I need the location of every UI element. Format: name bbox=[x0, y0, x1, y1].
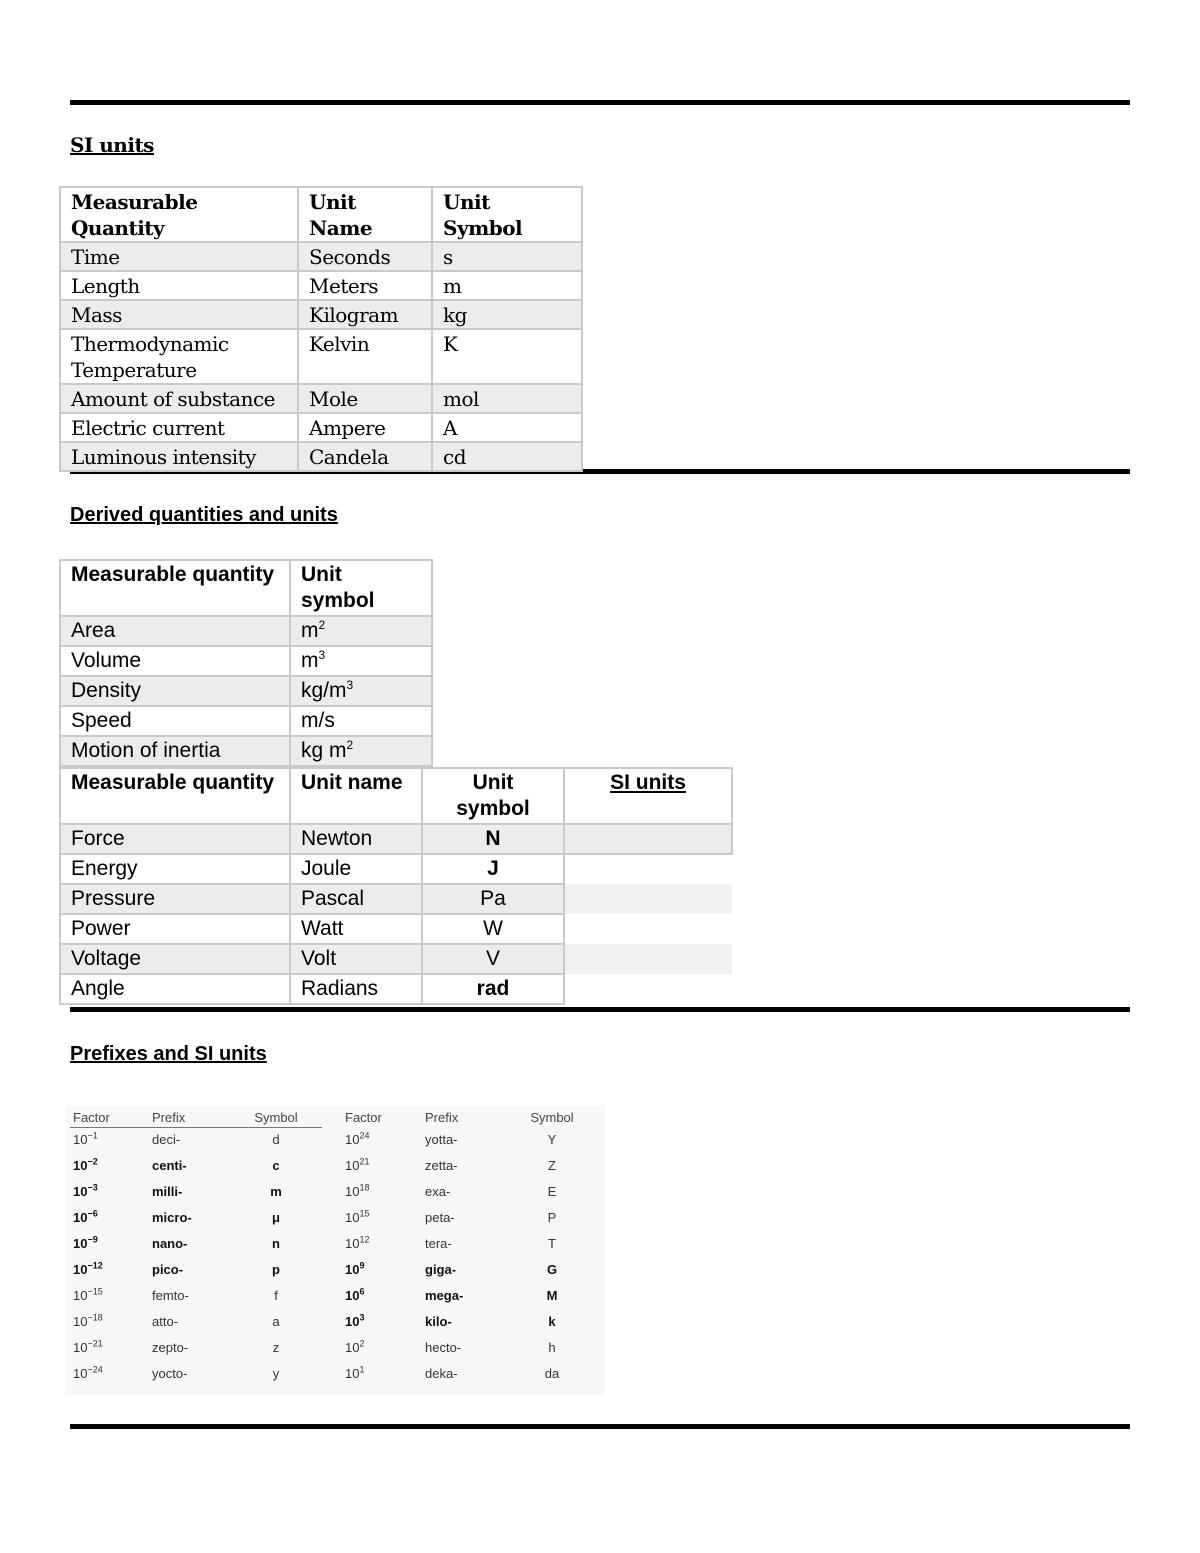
column-header: Factor bbox=[345, 1110, 382, 1125]
prefix-symbol: y bbox=[272, 1366, 280, 1381]
table-cell: Newton bbox=[290, 824, 422, 854]
table-cell: Time bbox=[60, 242, 298, 271]
prefix-symbol: c bbox=[272, 1158, 280, 1173]
factor-value bbox=[345, 1283, 382, 1309]
table-cell bbox=[290, 616, 432, 646]
table-cell: Ampere bbox=[298, 413, 432, 442]
factor-exponent: 18 bbox=[359, 1182, 370, 1193]
prefix-name: zepto- bbox=[152, 1340, 189, 1355]
table-row bbox=[60, 974, 732, 1004]
factor-value bbox=[345, 1257, 382, 1283]
table-cell: Mole bbox=[298, 384, 432, 413]
factor-exponent: 6 bbox=[359, 1286, 365, 1297]
factor-exponent: −24 bbox=[87, 1364, 103, 1375]
prefix-symbol: m bbox=[270, 1184, 282, 1199]
table-row bbox=[60, 914, 732, 944]
right-factor-column bbox=[345, 1105, 382, 1387]
unit-exponent: 3 bbox=[318, 648, 326, 662]
table-cell: Area bbox=[60, 616, 290, 646]
table-cell: Luminous intensity bbox=[60, 442, 298, 471]
table-row bbox=[60, 944, 732, 974]
table-cell: Pascal bbox=[290, 884, 422, 914]
table-cell: Pa bbox=[422, 884, 564, 914]
table-row bbox=[60, 824, 732, 854]
factor-exponent: 9 bbox=[359, 1260, 365, 1271]
table-row bbox=[60, 300, 582, 329]
table-row bbox=[60, 384, 582, 413]
prefix-symbol: μ bbox=[272, 1210, 280, 1225]
table-cell: Speed bbox=[60, 706, 290, 736]
table-header-row bbox=[60, 768, 732, 824]
prefix-symbol: a bbox=[272, 1314, 280, 1329]
prefix-name: pico- bbox=[152, 1262, 184, 1277]
table-cell: Kilogram bbox=[298, 300, 432, 329]
table-cell: Watt bbox=[290, 914, 422, 944]
top-rule bbox=[70, 100, 1130, 105]
prefix-name: atto- bbox=[152, 1314, 179, 1329]
unit-base: kg m bbox=[301, 739, 347, 762]
factor-value bbox=[73, 1205, 110, 1231]
prefix-name: femto- bbox=[152, 1288, 189, 1303]
factor-value bbox=[345, 1127, 382, 1153]
table-cell: Radians bbox=[290, 974, 422, 1004]
table-cell: Power bbox=[60, 914, 290, 944]
factor-value bbox=[73, 1257, 110, 1283]
table-cell: Volt bbox=[290, 944, 422, 974]
prefix-name: hecto- bbox=[425, 1340, 462, 1355]
table-cell: J bbox=[422, 854, 564, 884]
column-header: Prefix bbox=[152, 1110, 186, 1125]
factor-value bbox=[73, 1335, 110, 1361]
table-header-row bbox=[60, 187, 582, 242]
column-header: Unit symbol bbox=[422, 768, 564, 824]
table-cell: mol bbox=[432, 384, 582, 413]
unit-exponent: 3 bbox=[346, 678, 354, 692]
factor-exponent: −6 bbox=[87, 1208, 98, 1219]
factor-value bbox=[345, 1231, 382, 1257]
si-units-heading: SI units bbox=[70, 133, 154, 157]
table-row bbox=[60, 884, 732, 914]
prefix-name: kilo- bbox=[425, 1314, 452, 1329]
si-units-cell bbox=[564, 944, 732, 974]
derived-heading: Derived quantities and units bbox=[70, 504, 338, 526]
prefix-name: zetta- bbox=[425, 1158, 458, 1173]
table-cell: Density bbox=[60, 676, 290, 706]
prefix-symbol: d bbox=[272, 1132, 280, 1147]
factor-base: 10 bbox=[345, 1262, 360, 1277]
factor-value bbox=[345, 1309, 382, 1335]
prefix-symbol: P bbox=[547, 1210, 557, 1225]
left-symbol-column bbox=[253, 1105, 299, 1387]
table-cell bbox=[290, 706, 432, 736]
prefix-name: peta- bbox=[425, 1210, 455, 1225]
factor-exponent: −12 bbox=[87, 1260, 103, 1271]
factor-base: 10 bbox=[73, 1236, 88, 1251]
left-factor-column bbox=[73, 1105, 110, 1387]
table-row bbox=[60, 646, 432, 676]
table-cell: Angle bbox=[60, 974, 290, 1004]
prefix-symbol: Z bbox=[548, 1158, 556, 1173]
factor-exponent: −3 bbox=[87, 1182, 98, 1193]
table-cell: W bbox=[422, 914, 564, 944]
factor-exponent: −15 bbox=[87, 1286, 103, 1297]
prefix-symbol: E bbox=[547, 1184, 557, 1199]
table-row bbox=[60, 271, 582, 300]
factor-value bbox=[73, 1127, 110, 1153]
unit-base: m bbox=[301, 649, 319, 672]
prefix-name: nano- bbox=[152, 1236, 188, 1251]
table-cell: A bbox=[432, 413, 582, 442]
prefix-symbol: f bbox=[274, 1288, 278, 1303]
column-header: Symbol bbox=[530, 1110, 574, 1125]
factor-base: 10 bbox=[73, 1366, 88, 1381]
prefix-table-image bbox=[65, 1105, 605, 1395]
prefix-name: exa- bbox=[425, 1184, 451, 1199]
factor-exponent: −9 bbox=[87, 1234, 98, 1245]
si-units-cell bbox=[564, 824, 732, 854]
factor-exponent: 24 bbox=[359, 1130, 370, 1141]
column-header: Unit name bbox=[290, 768, 422, 824]
prefix-name: deka- bbox=[425, 1366, 458, 1381]
left-prefix-column bbox=[152, 1105, 192, 1387]
factor-exponent: 12 bbox=[359, 1234, 370, 1245]
table-cell bbox=[290, 736, 432, 766]
factor-base: 10 bbox=[345, 1314, 360, 1329]
prefix-symbol: k bbox=[548, 1314, 556, 1329]
table-cell: Mass bbox=[60, 300, 298, 329]
si-units-cell bbox=[564, 974, 732, 1004]
factor-exponent: 15 bbox=[359, 1208, 370, 1219]
table-cell: Energy bbox=[60, 854, 290, 884]
right-prefix-column bbox=[425, 1105, 463, 1387]
bottom-rule bbox=[70, 1424, 1130, 1429]
factor-base: 10 bbox=[73, 1340, 88, 1355]
factor-base: 10 bbox=[73, 1262, 88, 1277]
prefix-symbol: da bbox=[544, 1366, 560, 1381]
factor-value bbox=[73, 1153, 110, 1179]
table-cell: m bbox=[432, 271, 582, 300]
prefix-symbol: z bbox=[272, 1340, 280, 1355]
factor-value bbox=[73, 1179, 110, 1205]
column-header: Factor bbox=[73, 1110, 110, 1125]
prefix-symbol: n bbox=[272, 1236, 280, 1251]
factor-exponent: −1 bbox=[87, 1130, 98, 1141]
table-cell: rad bbox=[422, 974, 564, 1004]
prefix-symbol: G bbox=[546, 1262, 558, 1277]
table-cell bbox=[290, 646, 432, 676]
table-cell: Voltage bbox=[60, 944, 290, 974]
prefix-name: yotta- bbox=[425, 1132, 458, 1147]
factor-base: 10 bbox=[73, 1210, 88, 1225]
table-cell: Electric current bbox=[60, 413, 298, 442]
named-units-table bbox=[59, 767, 733, 1005]
factor-base: 10 bbox=[73, 1184, 88, 1199]
factor-base: 10 bbox=[345, 1184, 360, 1199]
table-cell: Amount of substance bbox=[60, 384, 298, 413]
column-header: Measurable quantity bbox=[60, 768, 290, 824]
table-cell bbox=[290, 676, 432, 706]
factor-exponent: 1 bbox=[359, 1364, 365, 1375]
factor-exponent: 3 bbox=[359, 1312, 365, 1323]
table-cell: Kelvin bbox=[298, 329, 432, 384]
factor-exponent: 2 bbox=[359, 1338, 365, 1349]
column-header: Unit Symbol bbox=[432, 187, 582, 242]
si-units-table bbox=[59, 186, 583, 472]
unit-base: m bbox=[301, 619, 319, 642]
column-header: Prefix bbox=[425, 1110, 459, 1125]
prefixes-heading: Prefixes and SI units bbox=[70, 1043, 267, 1065]
factor-value bbox=[345, 1361, 382, 1387]
prefix-symbol: Y bbox=[547, 1132, 557, 1147]
factor-base: 10 bbox=[73, 1314, 88, 1329]
unit-base: kg/m bbox=[301, 679, 347, 702]
factor-exponent: −18 bbox=[87, 1312, 103, 1323]
column-header: Unit symbol bbox=[290, 560, 432, 616]
column-header: Measurable quantity bbox=[60, 560, 290, 616]
prefix-symbol: T bbox=[548, 1236, 556, 1251]
table-cell: K bbox=[432, 329, 582, 384]
factor-base: 10 bbox=[73, 1132, 88, 1147]
divider-rule-2 bbox=[70, 1007, 1130, 1012]
table-cell: Length bbox=[60, 271, 298, 300]
si-units-cell bbox=[564, 884, 732, 914]
unit-exponent: 2 bbox=[318, 618, 326, 632]
table-row bbox=[60, 413, 582, 442]
prefix-symbol: p bbox=[272, 1262, 280, 1277]
table-cell: V bbox=[422, 944, 564, 974]
factor-value bbox=[73, 1231, 110, 1257]
factor-value bbox=[345, 1153, 382, 1179]
si-units-cell bbox=[564, 854, 732, 884]
table-cell: s bbox=[432, 242, 582, 271]
prefix-name: tera- bbox=[425, 1236, 452, 1251]
prefix-symbol: h bbox=[548, 1340, 556, 1355]
table-row bbox=[60, 242, 582, 271]
unit-base: m/s bbox=[301, 709, 335, 732]
table-row bbox=[60, 676, 432, 706]
factor-exponent: −2 bbox=[87, 1156, 98, 1167]
table-row bbox=[60, 616, 432, 646]
table-row bbox=[60, 854, 732, 884]
derived-units-table bbox=[59, 559, 433, 767]
factor-value bbox=[73, 1309, 110, 1335]
factor-base: 10 bbox=[345, 1158, 360, 1173]
right-symbol-column bbox=[527, 1105, 577, 1387]
unit-exponent: 2 bbox=[346, 738, 354, 752]
factor-base: 10 bbox=[73, 1288, 88, 1303]
prefix-name: milli- bbox=[152, 1184, 183, 1199]
factor-base: 10 bbox=[345, 1132, 360, 1147]
factor-value bbox=[345, 1335, 382, 1361]
factor-base: 10 bbox=[345, 1210, 360, 1225]
factor-value bbox=[73, 1361, 110, 1387]
table-cell: cd bbox=[432, 442, 582, 471]
si-units-cell bbox=[564, 914, 732, 944]
prefix-name: mega- bbox=[425, 1288, 464, 1303]
table-cell: Thermodynamic Temperature bbox=[60, 329, 298, 384]
factor-exponent: 21 bbox=[359, 1156, 370, 1167]
table-row bbox=[60, 706, 432, 736]
column-header: Symbol bbox=[254, 1110, 298, 1125]
factor-base: 10 bbox=[345, 1340, 360, 1355]
table-header-row bbox=[60, 560, 432, 616]
factor-base: 10 bbox=[73, 1158, 88, 1173]
table-cell: Volume bbox=[60, 646, 290, 676]
table-row bbox=[60, 442, 582, 471]
table-row bbox=[60, 736, 432, 766]
prefix-name: deci- bbox=[152, 1132, 181, 1147]
column-header: Unit Name bbox=[298, 187, 432, 242]
factor-base: 10 bbox=[345, 1288, 360, 1303]
table-cell: Joule bbox=[290, 854, 422, 884]
factor-value bbox=[345, 1179, 382, 1205]
factor-value bbox=[345, 1205, 382, 1231]
table-cell: N bbox=[422, 824, 564, 854]
table-cell: kg bbox=[432, 300, 582, 329]
table-cell: Motion of inertia bbox=[60, 736, 290, 766]
si-units-column-header: SI units bbox=[564, 768, 732, 824]
prefix-name: micro- bbox=[152, 1210, 192, 1225]
factor-base: 10 bbox=[345, 1366, 360, 1381]
table-cell: Pressure bbox=[60, 884, 290, 914]
factor-value bbox=[73, 1283, 110, 1309]
table-cell: Candela bbox=[298, 442, 432, 471]
factor-exponent: −21 bbox=[87, 1338, 103, 1349]
table-row bbox=[60, 329, 582, 384]
column-header: Measurable Quantity bbox=[60, 187, 298, 242]
prefix-name: yocto- bbox=[152, 1366, 188, 1381]
prefix-name: giga- bbox=[425, 1262, 457, 1277]
prefix-symbol: M bbox=[546, 1288, 558, 1303]
prefix-name: centi- bbox=[152, 1158, 187, 1173]
table-cell: Force bbox=[60, 824, 290, 854]
table-cell: Seconds bbox=[298, 242, 432, 271]
factor-base: 10 bbox=[345, 1236, 360, 1251]
table-cell: Meters bbox=[298, 271, 432, 300]
